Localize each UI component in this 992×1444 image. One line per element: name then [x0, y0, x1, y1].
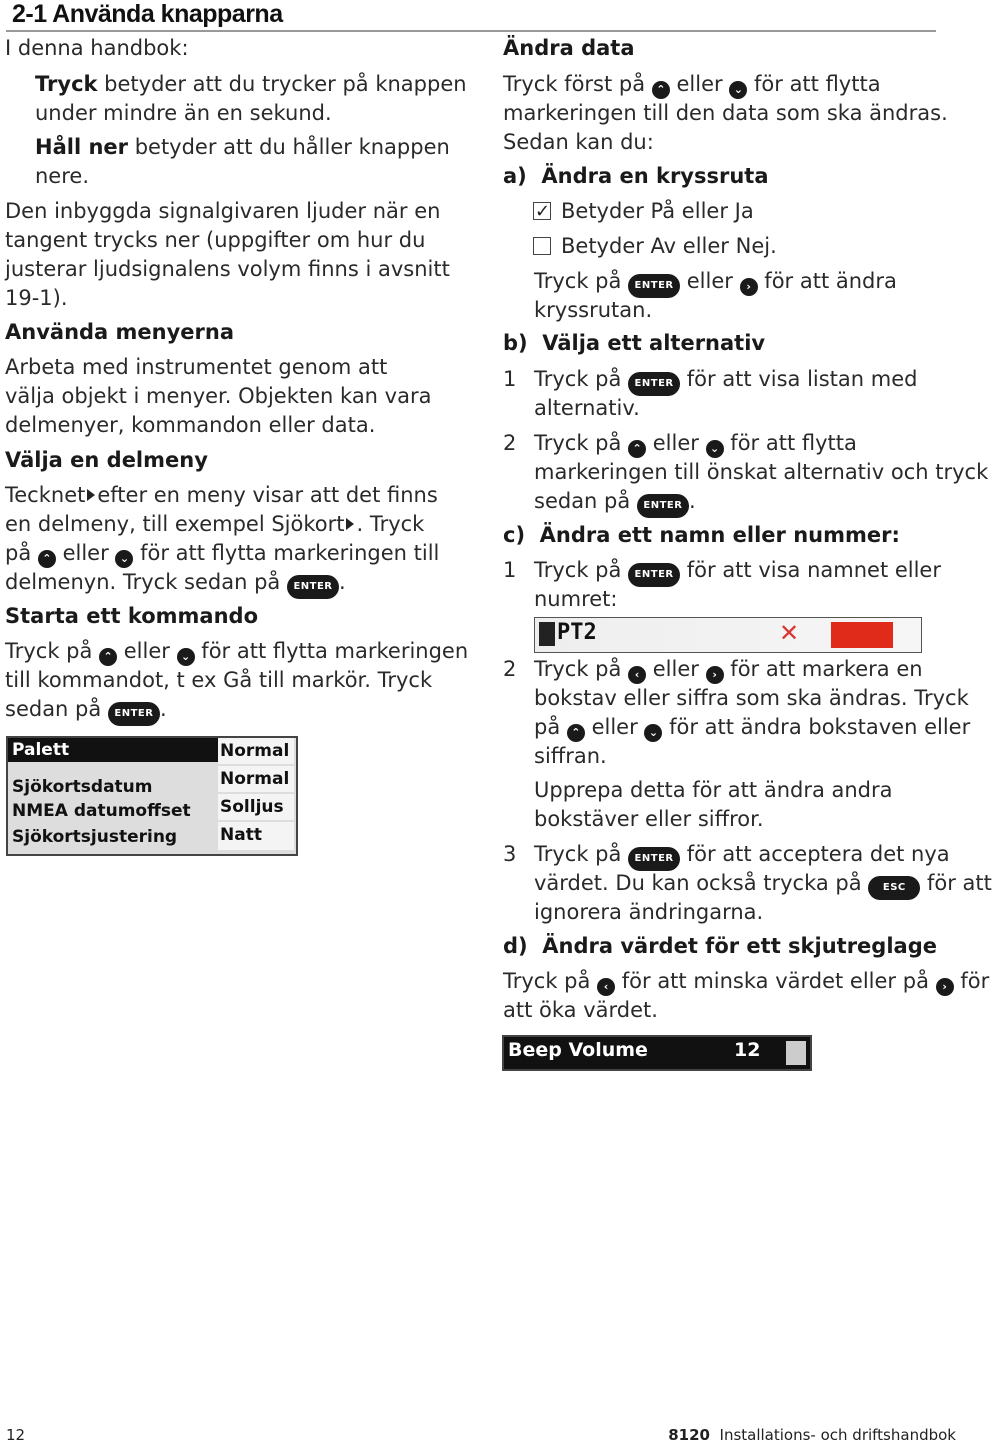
hall-line2: nere. [35, 164, 89, 188]
step-b2-l3b: . [688, 489, 696, 513]
step-c2-line2: bokstav eller siffra som ska ändras. Tryck [534, 686, 969, 710]
footer-doc-title: Installations- och driftshandbok [719, 1426, 956, 1444]
command-line2: till kommandot, t ex Gå till markör. Tryck [5, 668, 433, 692]
signal-line4: 19-1). [5, 286, 68, 310]
step-b2-b: eller [652, 431, 699, 455]
step-d-l1c: för [960, 969, 990, 993]
change-line1 [503, 70, 881, 99]
section-header [6, 0, 936, 32]
step-b-title: Välja ett alternativ [542, 331, 766, 355]
step-a-line3 [534, 267, 897, 298]
submenu-l3b: eller [62, 541, 109, 565]
enter-key-icon: ENTER [108, 702, 160, 726]
command-l3a: sedan på [5, 697, 102, 721]
beep-volume-value: 12 [734, 1039, 761, 1061]
down-key-icon: ⌄ [706, 440, 724, 458]
menus-line3: delmenyer, kommandon eller data. [5, 413, 376, 437]
step-c3-a: Tryck på [534, 842, 622, 866]
submenu-l4a: delmenyn. Tryck sedan på [5, 570, 281, 594]
step-d-l1b: för att minska värdet eller på [621, 969, 929, 993]
hall-bold: Håll ner [35, 135, 129, 159]
change-l1a: Tryck först på [503, 72, 646, 96]
step-b2-a: Tryck på [534, 431, 622, 455]
menu-value-2: Solljus [218, 794, 294, 820]
tryck-rest: betyder att du trycker på knappen [97, 72, 467, 96]
menu-row-nmea: NMEA datumoffset [12, 801, 191, 821]
command-line3 [5, 695, 167, 726]
command-l3b: . [159, 697, 167, 721]
checkbox-on-text: Betyder På eller Ja [561, 199, 754, 223]
left-key-icon: ‹ [628, 666, 646, 684]
change-l1b: eller [676, 72, 723, 96]
up-key-icon: ⌃ [652, 81, 670, 99]
down-key-icon: ⌄ [644, 724, 662, 742]
submenu-l1b: efter en meny visar att det finns [97, 483, 438, 507]
footer-doc [668, 1426, 956, 1444]
step-d-line2: att öka värdet. [503, 998, 658, 1022]
command-line1 [5, 637, 468, 666]
submenu-l1a: Tecknet [5, 483, 86, 507]
checkbox-on-line [533, 197, 754, 226]
step-b2-line2: markeringen till önskat alternativ och tryck [534, 460, 989, 484]
submenu-line4 [5, 568, 346, 599]
enter-key-icon: ENTER [637, 494, 689, 518]
submenu-line3 [5, 539, 439, 568]
signal-line2: tangent trycks ner (uppgifter om hur du [5, 228, 426, 252]
checkbox-empty-icon [533, 237, 551, 255]
submenu-l2a: en delmeny, till exempel Sjökort [5, 512, 345, 536]
esc-key-icon: ESC [868, 876, 920, 900]
beep-volume-label: Beep Volume [508, 1039, 648, 1061]
step-c2-l3b: eller [591, 715, 638, 739]
step-c1-b: för att visa namnet eller [686, 558, 941, 582]
hall-rest: betyder att du håller knappen [128, 135, 450, 159]
change-line3: Sedan kan du: [503, 130, 654, 154]
step-a-title: Ändra en kryssruta [541, 164, 769, 188]
step-d-l1a: Tryck på [503, 969, 591, 993]
step-c2-num: 2 [503, 657, 517, 681]
intro-text: I denna handbok: [5, 36, 189, 60]
menus-line2: välja objekt i menyer. Objekten kan vara [5, 384, 432, 408]
down-key-icon: ⌄ [177, 648, 195, 666]
step-c1-line2: numret: [534, 587, 618, 611]
step-b1-num: 1 [503, 367, 517, 391]
step-c2-l3c: för att ändra bokstaven eller [669, 715, 971, 739]
step-c2-line3 [534, 713, 970, 742]
name-field-screenshot [534, 617, 922, 653]
heading-command: Starta ett kommando [5, 604, 259, 628]
step-c3-b: för att acceptera det nya [686, 842, 950, 866]
up-key-icon: ⌃ [99, 648, 117, 666]
submenu-l3c: för att flytta markeringen till [140, 541, 440, 565]
red-bar [831, 622, 893, 648]
step-b2-num: 2 [503, 431, 517, 455]
step-b2-line3 [534, 487, 696, 518]
up-key-icon: ⌃ [567, 724, 585, 742]
step-c3-line3: ignorera ändringarna. [534, 900, 764, 924]
step-a-line4: kryssrutan. [534, 298, 653, 322]
step-b2-l3a: sedan på [534, 489, 631, 513]
signal-line3: justerar ljudsignalens volym finns i avsnitt [5, 257, 450, 281]
step-b1-b: för att visa listan med [686, 367, 918, 391]
menus-line1: Arbeta med instrumentet genom att [5, 355, 388, 379]
volume-slider-thumb [786, 1041, 806, 1065]
step-c2-a: Tryck på [534, 657, 622, 681]
right-key-icon: › [706, 666, 724, 684]
menu-row-sjokortsjustering: Sjökortsjustering [12, 827, 178, 847]
tryck-definition [35, 70, 467, 99]
down-key-icon: ⌄ [115, 550, 133, 568]
clear-x-icon: ✕ [779, 619, 800, 647]
step-b-label: b) [503, 331, 528, 355]
step-c1-line1 [534, 556, 941, 587]
submenu-arrow-icon [346, 518, 354, 530]
hall-definition [35, 133, 450, 162]
tryck-bold: Tryck [35, 72, 98, 96]
enter-key-icon: ENTER [628, 274, 680, 298]
step-c-label: c) [503, 523, 526, 547]
command-l1b: eller [123, 639, 170, 663]
step-c1-a: Tryck på [534, 558, 622, 582]
submenu-line2 [5, 510, 424, 539]
step-c3-l2b: för att [927, 871, 992, 895]
enter-key-icon: ENTER [628, 372, 680, 396]
step-b2-line1 [534, 429, 857, 458]
step-a-l3a: Tryck på [534, 269, 622, 293]
step-c1-num: 1 [503, 558, 517, 582]
step-d-line1 [503, 967, 989, 996]
step-c2-line1 [534, 655, 923, 684]
name-field-value: PT2 [557, 620, 597, 645]
step-c3-line1 [534, 840, 950, 871]
step-c3-num: 3 [503, 842, 517, 866]
step-c-heading [503, 521, 900, 550]
step-c3-l2a: värdet. Du kan också trycka på [534, 871, 862, 895]
step-c3-line2 [534, 869, 992, 900]
tryck-line2: under mindre än en sekund. [35, 101, 332, 125]
down-key-icon: ⌄ [729, 81, 747, 99]
submenu-l2b: . Tryck [356, 512, 425, 536]
checkbox-checked-icon [533, 202, 551, 220]
beep-volume-screenshot [502, 1035, 812, 1071]
submenu-l4b: . [338, 570, 346, 594]
menu-row-sjokortsdatum: Sjökortsdatum [12, 777, 153, 797]
checkbox-off-text: Betyder Av eller Nej. [561, 234, 777, 258]
enter-key-icon: ENTER [628, 563, 680, 587]
checkbox-off-line [533, 232, 777, 261]
step-b2-c: för att flytta [730, 431, 857, 455]
step-b1-line1 [534, 365, 917, 396]
step-a-heading [503, 162, 769, 191]
change-line2: markeringen till den data som ska ändras. [503, 101, 948, 125]
submenu-l3a: på [5, 541, 32, 565]
step-b1-a: Tryck på [534, 367, 622, 391]
step-d-title: Ändra värdet för ett skjutreglage [542, 934, 937, 958]
footer-model: 8120 [668, 1426, 710, 1444]
step-d-label: d) [503, 934, 528, 958]
right-key-icon: › [936, 978, 954, 996]
section-title: 2-1 Använda knapparna [12, 0, 283, 28]
heading-submenu: Välja en delmeny [5, 448, 208, 472]
menu-row-palett: Palett [8, 738, 218, 762]
up-key-icon: ⌃ [38, 550, 56, 568]
menu-screenshot [6, 736, 298, 856]
heading-menus: Använda menyerna [5, 320, 235, 344]
step-a-l3c: för att ändra [764, 269, 897, 293]
up-key-icon: ⌃ [628, 440, 646, 458]
menu-value-3: Natt [218, 822, 294, 850]
menu-value-1: Normal [218, 766, 294, 792]
step-c2-line5: Upprepa detta för att ändra andra [534, 778, 893, 802]
step-a-label: a) [503, 164, 527, 188]
step-c2-b: eller [652, 657, 699, 681]
change-l1c: för att flytta [754, 72, 881, 96]
left-key-icon: ‹ [597, 978, 615, 996]
command-l1c: för att flytta markeringen [201, 639, 469, 663]
step-b1-line2: alternativ. [534, 396, 640, 420]
step-b-heading [503, 329, 765, 358]
enter-key-icon: ENTER [287, 575, 339, 599]
text-cursor [539, 622, 555, 646]
right-key-icon: › [740, 278, 758, 296]
step-c2-l3a: på [534, 715, 561, 739]
enter-key-icon: ENTER [628, 847, 680, 871]
step-d-heading [503, 932, 937, 961]
page-number: 12 [6, 1426, 26, 1444]
step-c-title: Ändra ett namn eller nummer: [539, 523, 900, 547]
step-c2-c: för att markera en [730, 657, 923, 681]
step-a-l3b: eller [686, 269, 733, 293]
step-c2-line6: bokstäver eller siffror. [534, 807, 764, 831]
command-l1a: Tryck på [5, 639, 93, 663]
heading-change-data: Ändra data [503, 36, 635, 60]
submenu-arrow-icon [87, 489, 95, 501]
signal-line1: Den inbyggda signalgivaren ljuder när en [5, 199, 441, 223]
menu-value-0: Normal [218, 738, 294, 764]
step-c2-line4: siffran. [534, 744, 607, 768]
submenu-line1 [5, 481, 438, 510]
